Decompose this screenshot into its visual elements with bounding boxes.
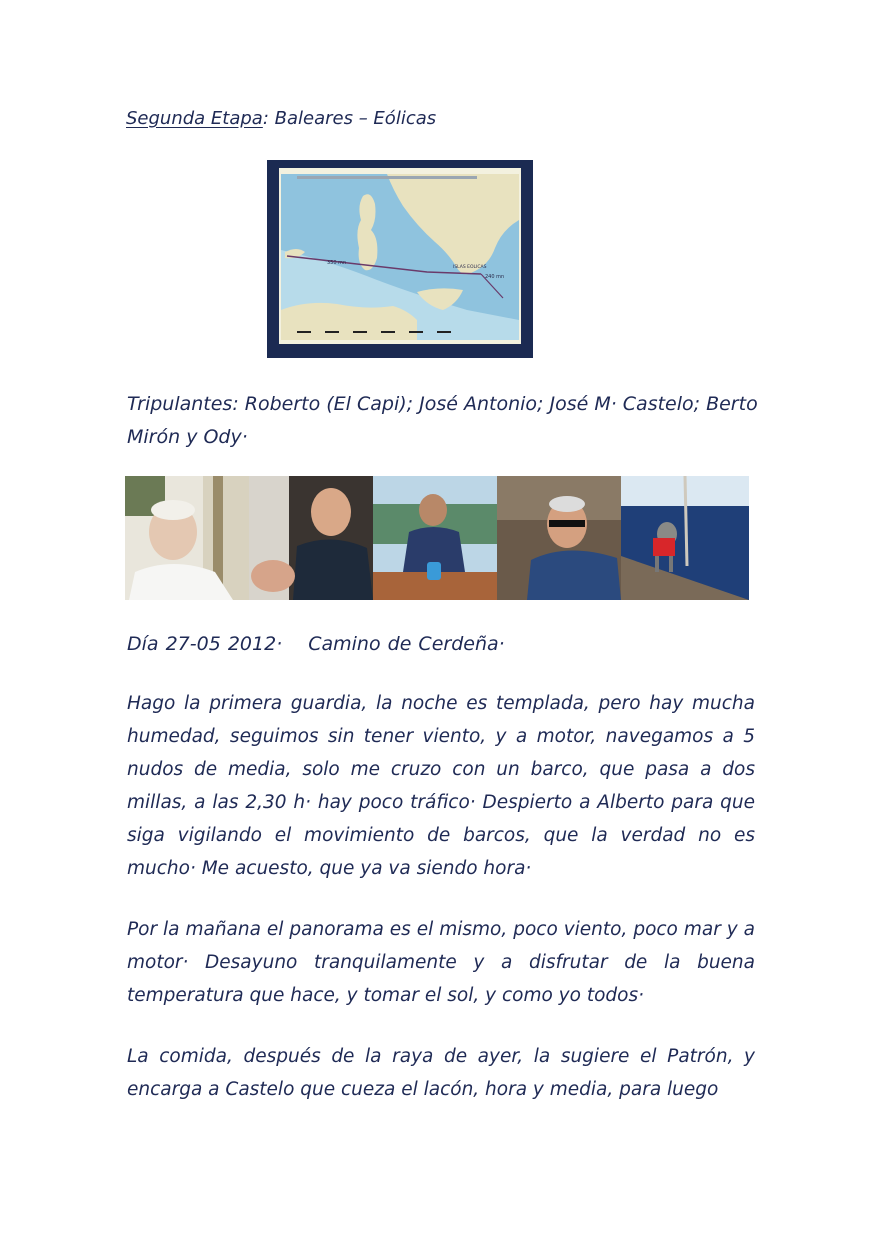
entry-place: Camino de Cerdeña· bbox=[308, 633, 505, 655]
crew-photo-man-sunglasses bbox=[497, 476, 621, 600]
paragraph-3: La comida, después de la raya de ayer, la sugiere el Patrón, y encarga a Castelo que cueza el lacón, hora y media, para luego bbox=[127, 1046, 755, 1100]
nautical-chart-photo bbox=[267, 160, 533, 358]
paragraph-2: Por la mañana el panorama es el mismo, poco viento, poco mar y a motor· Desayuno tranquilamente y a disfrutar de la buena temperatura que hace, y tomar el sol, y como yo todos· bbox=[127, 919, 755, 1006]
date-line bbox=[127, 633, 505, 655]
crew-list: Tripulantes: Roberto (El Capi); José Antonio; José M· Castelo; Berto Mirón y Ody· bbox=[127, 393, 758, 448]
dog-on-deck-photo bbox=[621, 476, 749, 600]
stage-route: Baleares – Eólicas bbox=[274, 108, 437, 129]
map-label-350: 350 mn bbox=[327, 260, 347, 266]
stage-colon: : bbox=[262, 108, 269, 129]
stage-label: Segunda Etapa bbox=[126, 108, 263, 129]
stage-heading bbox=[126, 108, 436, 129]
map-label-240: 240 mn bbox=[485, 274, 505, 280]
paragraph-1: Hago la primera guardia, la noche es templada, pero hay mucha humedad, seguimos sin tener viento, y a motor, navegamos a 5 nudos de media, solo me cruzo con un barco, que pasa a dos millas, a las 2,30 h· hay poco tráfico· Despierto a Alberto para que siga vigilando el movimiento de barcos, que la verdad no es mucho· Me acuesto, que ya va siendo hora· bbox=[127, 693, 755, 879]
map-label-eolicas: ISLAS EOLICAS bbox=[453, 265, 487, 270]
crew-photo-man-dark-shirt bbox=[249, 476, 373, 600]
entry-date: Día 27-05 2012· bbox=[127, 633, 283, 655]
crew-photo-man-at-table bbox=[373, 476, 497, 600]
crew-photo-man-white-shirt bbox=[125, 476, 249, 600]
